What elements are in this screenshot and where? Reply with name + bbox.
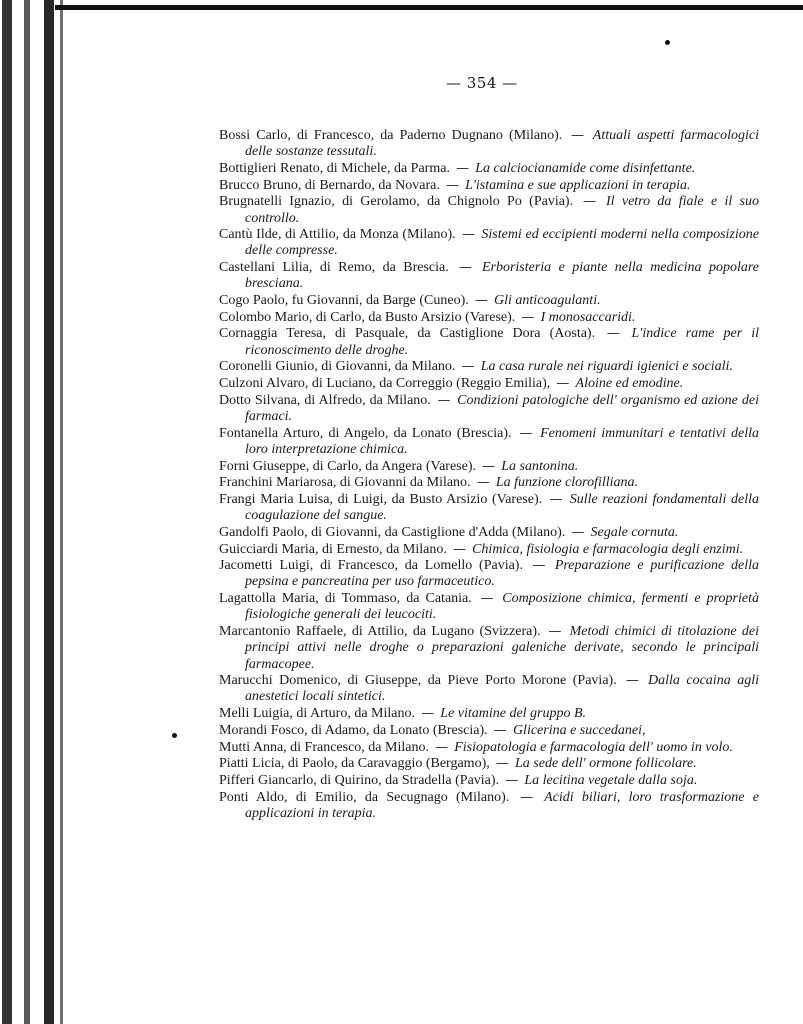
entry-separator: — <box>564 128 591 143</box>
entry-author: Cogo Paolo, fu Giovanni, da Barge (Cuneo). <box>219 293 469 309</box>
entry-title: Attuali aspetti farmacologici delle sostanze tessutali. <box>245 128 759 160</box>
entry-title: Aloine ed emodine. <box>575 376 684 392</box>
entry-title: Fenomeni immunitari e tentativi della loro interpretazione chimica. <box>245 425 759 457</box>
entry-title: Composizione chimica, fermenti e proprietà fisiologiche generali dei leucociti. <box>245 591 759 623</box>
entry-separator: — <box>416 706 439 722</box>
entry-author: Fontanella Arturo, di Angelo, da Lonato (Brescia). <box>219 425 512 441</box>
list-item <box>219 426 759 458</box>
list-item <box>219 706 759 722</box>
entry-author: Cantù Ilde, di Attilio, da Monza (Milano). <box>219 227 456 243</box>
list-item <box>219 260 759 292</box>
entry-title: Dalla cocaina agli anestetici locali sintetici. <box>245 673 759 705</box>
entry-title: L'istamina e sue applicazioni in terapia. <box>465 177 691 193</box>
entry-separator: — <box>473 591 501 607</box>
entry-author: Brugnatelli Ignazio, di Gerolamo, da Chignolo Po (Pavia). <box>219 194 574 210</box>
entry-author: Gandolfi Paolo, di Giovanni, da Castiglione d'Adda (Milano). <box>219 524 566 540</box>
entry-author: Marcantonio Raffaele, di Attilio, da Lugano (Svizzera). <box>219 624 541 640</box>
entry-author: Lagattolla Maria, di Tommaso, da Catania. <box>219 591 472 607</box>
list-item <box>219 359 759 375</box>
entry-author: Franchini Mariarosa, di Giovanni da Milano. <box>219 475 471 491</box>
entry-separator: — <box>575 194 604 210</box>
entry-author: Ponti Aldo, di Emilio, da Secugnago (Milano). <box>219 789 510 805</box>
speck <box>665 40 670 45</box>
entry-title: Acidi biliari, loro trasformazione e applicazioni in terapia. <box>245 789 760 821</box>
entry-title: La santonina. <box>501 458 579 474</box>
list-item <box>219 393 759 425</box>
entry-title: I monosaccaridi. <box>540 309 636 325</box>
entry-separator: — <box>450 260 480 276</box>
entry-title: Chimica, fisiologia e farmacologia degli enzimi. <box>472 541 744 557</box>
entry-title: Le vitamine del gruppo B. <box>440 706 587 722</box>
list-item <box>219 790 759 822</box>
entry-author: Morandi Fosco, di Adamo, da Lonato (Brescia). <box>219 722 488 738</box>
entry-title: Erboristeria e piante nella medicina popolare bresciana. <box>245 260 760 292</box>
entry-separator: — <box>441 177 464 193</box>
entry-title: Condizioni patologiche dell' organismo ed azione dei farmaci. <box>245 392 760 424</box>
top-edge-line <box>55 5 803 10</box>
entry-separator: — <box>618 673 646 689</box>
entry-author: Forni Giuseppe, di Carlo, da Angera (Varese). <box>219 458 476 474</box>
entry-title: La casa rurale nei riguardi igienici e sociali. <box>480 359 733 375</box>
list-item <box>219 558 759 590</box>
entry-separator: — <box>432 392 456 408</box>
entry-author: Coronelli Giunio, di Giovanni, da Milano. <box>219 359 456 375</box>
entry-separator: — <box>542 624 568 640</box>
entry-author: Mutti Anna, di Francesco, da Milano. <box>219 739 429 755</box>
entry-title: Segale cornuta. <box>590 524 679 540</box>
entry-author: Dotto Silvana, di Alfredo, da Milano. <box>219 392 431 408</box>
entry-author: Marucchi Domenico, di Giuseppe, da Pieve Porto Morone (Pavia). <box>219 673 617 689</box>
entry-title: La calciocianamide come disinfettante. <box>475 160 696 176</box>
entry-author: Bossi Carlo, di Francesco, da Paderno Dugnano (Milano). <box>219 128 563 143</box>
thesis-list <box>219 128 759 823</box>
entry-author: Pifferi Giancarlo, di Quirino, da Stradella (Pavia). <box>219 772 500 788</box>
entry-separator: — <box>477 458 500 474</box>
list-item <box>219 178 759 194</box>
entry-separator: — <box>430 739 453 755</box>
list-item <box>219 756 759 772</box>
entry-title: Metodi chimici di titolazione dei principi attivi nelle droghe o preparazioni galeniche derivate, secondo le principali farmacopee. <box>245 624 759 672</box>
list-item <box>219 492 759 524</box>
entry-title: La sede dell' ormone follicolare. <box>515 756 697 772</box>
list-item <box>219 773 759 789</box>
entry-separator: — <box>517 309 539 325</box>
entry-title: Sulle reazioni fondamentali della coagulazione del sangue. <box>245 491 759 524</box>
entry-separator: — <box>513 425 539 441</box>
entry-title: La funzione clorofilliana. <box>495 475 639 491</box>
entry-title: Il vetro da fiale e il suo controllo. <box>245 194 760 226</box>
list-item <box>219 376 759 392</box>
entry-separator: — <box>501 772 523 788</box>
speck <box>172 733 177 738</box>
entry-separator: — <box>489 722 511 738</box>
binding-shadow <box>2 0 12 1024</box>
list-item <box>219 525 759 541</box>
entry-author: Jacometti Luigi, di Francesco, da Lomello (Pavia). <box>219 558 523 574</box>
entry-separator: — <box>491 756 513 772</box>
entry-author: Melli Luigia, di Arturo, da Milano. <box>219 706 415 722</box>
book-binding-edge <box>0 0 80 1024</box>
entry-title: Gli anticoagulanti. <box>494 293 601 309</box>
list-item <box>219 161 759 177</box>
entry-title: La lecitina vegetale dalla soja. <box>524 772 698 788</box>
binding-shadow <box>44 0 54 1024</box>
list-item <box>219 475 759 491</box>
entry-author: Colombo Mario, di Carlo, da Busto Arsizio (Varese). <box>219 309 516 325</box>
binding-shadow <box>60 0 63 1024</box>
entry-title: Sistemi ed eccipienti moderni nella composizione delle compresse. <box>245 227 759 259</box>
entry-title: L'indice rame per il riconoscimento delle droghe. <box>245 326 760 358</box>
entry-separator: — <box>524 558 553 574</box>
entry-separator: — <box>567 524 589 540</box>
list-item <box>219 128 759 160</box>
entry-separator: — <box>597 326 630 342</box>
entry-separator: — <box>470 293 493 309</box>
entry-separator: — <box>457 359 479 375</box>
entry-separator: — <box>448 541 471 557</box>
entry-author: Bottiglieri Renato, di Michele, da Parma. <box>219 160 450 176</box>
entry-author: Piatti Licia, di Paolo, da Caravaggio (Bergamo), <box>219 756 490 772</box>
list-item <box>219 673 759 705</box>
list-item <box>219 723 759 739</box>
list-item <box>219 459 759 475</box>
list-item <box>219 293 759 309</box>
list-item <box>219 227 759 259</box>
entry-author: Cornaggia Teresa, di Pasquale, da Castiglione Dora (Aosta). <box>219 326 596 342</box>
list-item <box>219 542 759 558</box>
list-item <box>219 740 759 756</box>
list-item <box>219 591 759 623</box>
entry-separator: — <box>457 227 480 243</box>
entry-separator: — <box>544 491 568 507</box>
entry-author: Guicciardi Maria, di Ernesto, da Milano. <box>219 541 447 557</box>
entry-author: Castellani Lilia, di Remo, da Brescia. <box>219 260 449 276</box>
entry-separator: — <box>451 160 474 176</box>
entry-title: Preparazione e purificazione della pepsina e pancreatina per uso farmaceutico. <box>245 558 759 590</box>
entry-separator: — <box>552 376 574 392</box>
list-item <box>219 326 759 358</box>
entry-author: Culzoni Alvaro, di Luciano, da Correggio (Reggio Emilia), <box>219 376 551 392</box>
list-item <box>219 624 759 673</box>
page-number: — 354 — <box>446 74 518 92</box>
entry-title: Glicerina e succedanei, <box>512 722 646 738</box>
list-item <box>219 310 759 326</box>
binding-shadow <box>24 0 30 1024</box>
list-item <box>219 194 759 226</box>
entry-author: Frangi Maria Luisa, di Luigi, da Busto Arsizio (Varese). <box>219 491 543 507</box>
entry-title: Fisiopatologia e farmacologia dell' uomo in volo. <box>454 739 733 755</box>
entry-separator: — <box>511 789 543 805</box>
entry-author: Brucco Bruno, di Bernardo, da Novara. <box>219 177 440 193</box>
entry-separator: — <box>472 475 494 491</box>
